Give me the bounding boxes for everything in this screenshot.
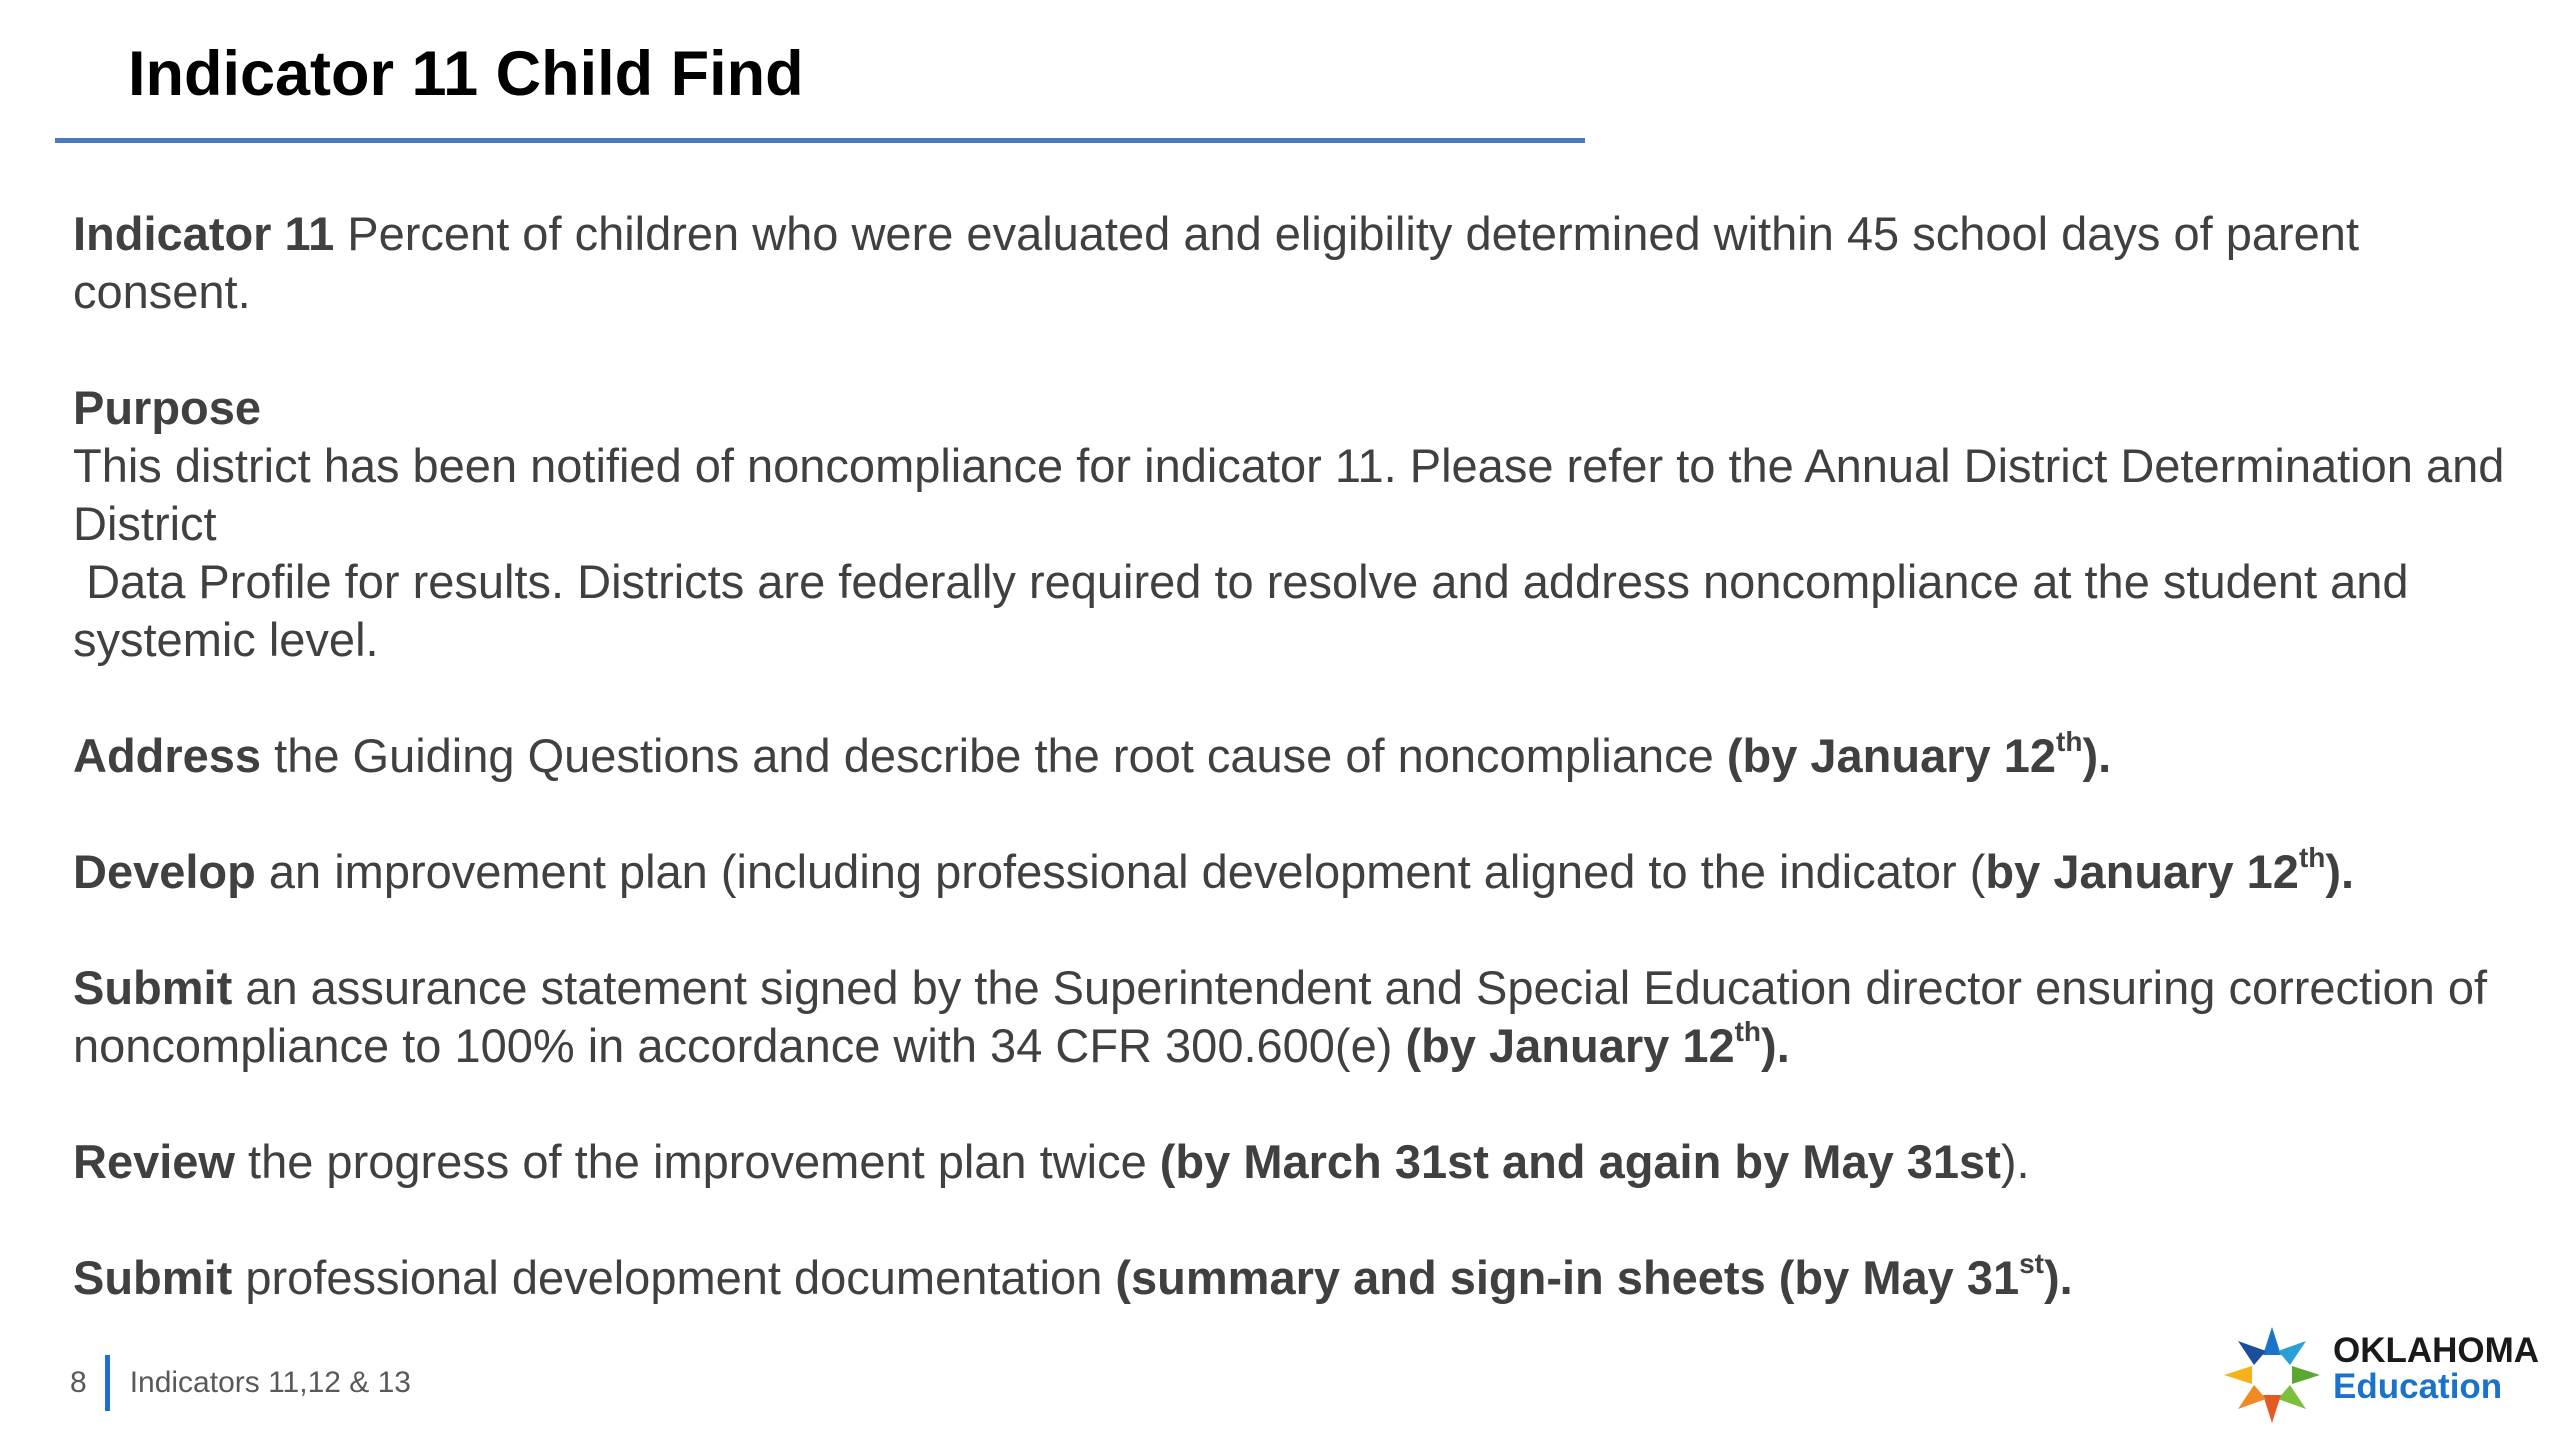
logo-wordmark: OKLAHOMA Education xyxy=(2333,1331,2540,1406)
indicator-paragraph xyxy=(73,205,2513,321)
page-number: 8 xyxy=(70,1366,87,1399)
review-deadline: (by March 31st and again by May 31st xyxy=(1159,1135,2001,1188)
slide-body xyxy=(73,205,2513,1307)
indicator-text: Percent of children who were evaluated and eligibility determined within 45 school days of parent consent. xyxy=(73,207,2360,318)
footer-divider xyxy=(105,1355,110,1411)
develop-paragraph: Develop an improvement plan (including professional development aligned to the indicator (by January 12th). xyxy=(73,842,2355,898)
footer-section-title: Indicators 11,12 & 13 xyxy=(129,1366,411,1399)
purpose-line-2: Data Profile for results. Districts are federally required to resolve and address noncompliance at the student and systemic level. xyxy=(73,555,2422,666)
purpose-heading: Purpose xyxy=(73,381,262,434)
review-paragraph: Review the progress of the improvement plan twice (by March 31st and again by May 31st). xyxy=(73,1135,2030,1188)
submit-assurance-deadline: (by January 12th). xyxy=(1405,1016,1790,1072)
submit-documentation-paragraph: Submit professional development documentation (summary and sign-in sheets (by May 31st). xyxy=(73,1248,2073,1304)
slide-title: Indicator 11 Child Find xyxy=(128,39,804,109)
title-divider xyxy=(55,138,1585,143)
purpose-line-1: This district has been notified of noncompliance for indicator 11. Please refer to the Annual District Determination and District xyxy=(73,439,2505,550)
submit-documentation-deadline: (summary and sign-in sheets (by May 31st). xyxy=(1115,1248,2073,1304)
submit-assurance-paragraph: Submit an assurance statement signed by the Superintendent and Special Education director ensuring correction of noncompliance to 100% in accordance with 34 CFR 300.600(e) (by January 12th). xyxy=(73,961,2488,1072)
address-deadline: (by January 12th). xyxy=(1726,726,2112,782)
indicator-lead: Indicator 11 xyxy=(73,207,335,260)
address-paragraph: Address the Guiding Questions and describe the root cause of noncompliance (by January 12th). xyxy=(73,726,2112,782)
develop-deadline: by January 12th). xyxy=(1985,842,2355,898)
slide-footer xyxy=(70,1355,411,1411)
